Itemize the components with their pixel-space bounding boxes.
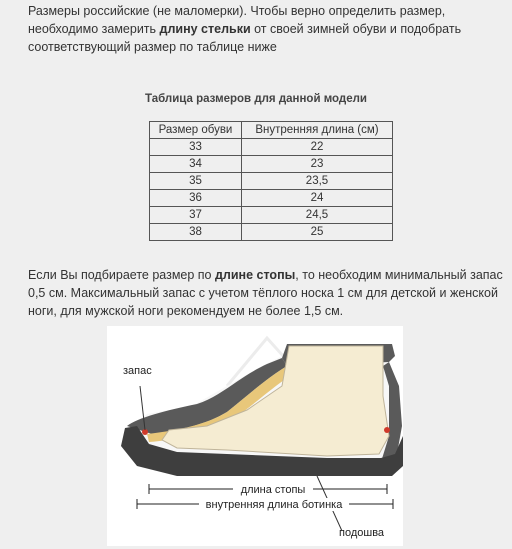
intro-text-2: от своей зимней обуви и подобрать соответствующий размер по таблице ниже	[28, 22, 462, 54]
table-row	[150, 190, 393, 207]
intro-text-1: Размеры российские (не маломерки). Чтобы верно определить размер, необходимо замерить	[28, 4, 446, 36]
cell-size: 36	[150, 190, 242, 207]
table-row	[150, 139, 393, 156]
cell-size: 34	[150, 156, 242, 173]
header-size: Размер обуви	[150, 122, 242, 139]
size-table	[149, 121, 393, 241]
cell-size: 33	[150, 139, 242, 156]
label-margin: запас	[123, 365, 152, 377]
cell-length: 25	[242, 224, 393, 241]
cell-size: 35	[150, 173, 242, 190]
advice-paragraph	[28, 266, 508, 320]
table-row	[150, 207, 393, 224]
advice-text-2: , то необходим минимальный запас 0,5 см. Максимальный запас с учетом тёплого носка 1 см для детской и женской ноги, для мужской ноги рекомендуем не более 1,5 см.	[28, 268, 503, 318]
cell-length: 23,5	[242, 173, 393, 190]
advice-bold: длине стопы	[214, 268, 296, 282]
margin-marker-heel	[384, 427, 390, 433]
cell-length: 23	[242, 156, 393, 173]
cell-length: 22	[242, 139, 393, 156]
table-row	[150, 173, 393, 190]
cell-length: 24	[242, 190, 393, 207]
boot-diagram-svg	[107, 326, 403, 546]
label-sole: подошва	[339, 527, 385, 539]
advice-text-1: Если Вы подбираете размер по	[28, 268, 215, 282]
intro-paragraph	[28, 2, 508, 56]
cell-size: 37	[150, 207, 242, 224]
label-boot-length: внутренняя длина ботинка	[205, 499, 343, 511]
boot-diagram	[107, 326, 403, 546]
table-row	[150, 156, 393, 173]
size-table-header-row	[150, 122, 393, 139]
cell-size: 38	[150, 224, 242, 241]
intro-bold: длину стельки	[159, 22, 251, 36]
cell-length: 24,5	[242, 207, 393, 224]
size-table-title: Таблица размеров для данной модели	[144, 93, 368, 105]
table-row	[150, 224, 393, 241]
label-foot-length: длина стопы	[240, 484, 306, 496]
header-inner-length: Внутренняя длина (см)	[242, 122, 393, 139]
